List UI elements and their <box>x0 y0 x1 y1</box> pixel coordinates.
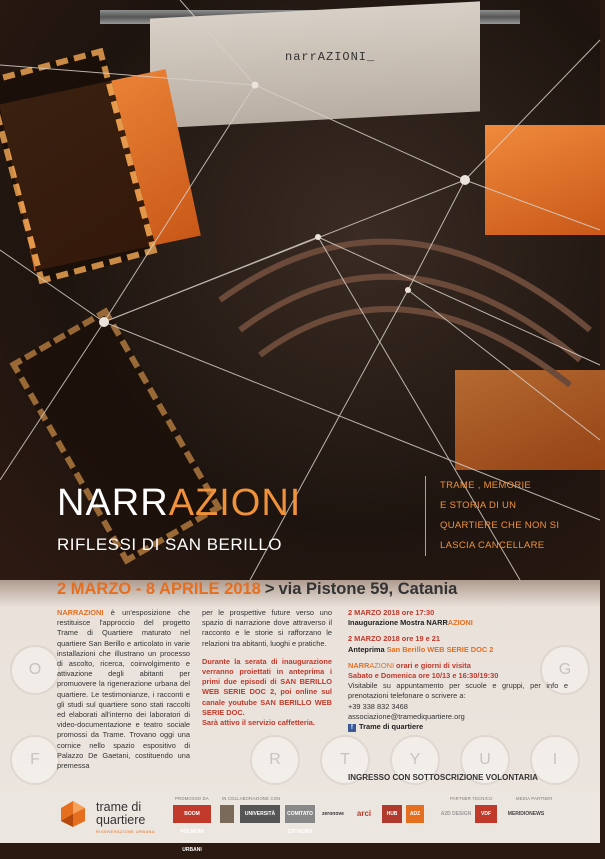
label-tech-partner: PARTNER TECNICO <box>450 796 493 801</box>
sponsor-logo: arci <box>356 809 372 818</box>
event-date: 2 MARZO 2018 ore 17:30 <box>348 608 435 617</box>
date-location-bar <box>57 580 577 599</box>
tagline-line: E STORIA DI UN <box>440 500 517 511</box>
event-item <box>348 608 568 628</box>
trame-di-quartiere-logo-icon <box>58 799 88 829</box>
description-text: è un'esposizione che restituisce l'approccio del progetto Trame di Quartiere maturato nel quartiere San Berillo e articolato in varie installazioni che illustrano un processo di ascolto, ricerca, coinvolgimento e attivazione degli abitanti per promuovere la rigenerazione urbana del quartiere. Le testimonianze, i racconti e gli studi sul quartiere sono stati raccolti ed elaborati all'interno dei laboratori di video-documentazione e teatro sociale promossi da Trame. Trovano oggi una cornice nello spazio espositivo di Palazzo De Gaetani, costituendo una premessa <box>57 608 190 771</box>
event-text-accent: San Berillo WEB SERIE DOC 2 <box>386 644 494 654</box>
arrow-separator: > <box>264 580 275 598</box>
event-text <box>348 618 568 628</box>
facebook-label: Trame di quartiere <box>359 722 424 732</box>
key-decoration: U <box>460 735 510 785</box>
tagline <box>425 476 590 556</box>
sponsor-logo: zeronove <box>322 811 344 817</box>
sponsor-logo: MERIDIONEWS <box>507 811 545 817</box>
sponsor-logo: BOOM POLMONI URBANI <box>173 805 211 823</box>
sponsor-logo: VDF <box>475 805 497 823</box>
sponsor-logo <box>220 805 234 823</box>
description-column-2 <box>202 608 332 728</box>
logo-wordmark <box>96 801 145 827</box>
email-address[interactable]: associazione@tramediquartiere.org <box>348 711 465 721</box>
event-title <box>57 482 301 525</box>
date-range: 2 MARZO - 8 APRILE 2018 <box>57 580 261 598</box>
visit-title-prefix: NARR <box>348 660 370 670</box>
event-date: 2 MARZO 2018 ore 19 e 21 <box>348 634 441 644</box>
cafe-note: Sarà attivo il servizio caffetteria. <box>202 718 315 728</box>
key-decoration: T <box>320 735 370 785</box>
brand-prefix: NARR <box>57 608 79 617</box>
tagline-line: TRAME , MEMORIE <box>440 480 532 491</box>
sponsor-logo: ADZ <box>406 805 424 823</box>
key-decoration: O <box>10 645 60 695</box>
entry-note: INGRESSO CON SOTTOSCRIZIONE VOLONTARIA <box>348 773 538 782</box>
brand-inline <box>57 608 103 617</box>
description-text: per le prospettive future verso uno spazio di narrazione dove attraverso il racconto e le storie si rafforzano le relazioni tra abitanti, luoghi e pratiche. <box>202 608 332 648</box>
location: via Pistone 59, Catania <box>278 580 458 598</box>
sponsor-logo: COMITATO CITTADINI <box>285 805 315 823</box>
title-prefix: NARR <box>57 482 169 524</box>
sponsor-logo: UNIVERSITÀ <box>240 805 280 823</box>
event-text <box>348 645 568 655</box>
visit-title-accent: AZIONI <box>369 660 394 670</box>
visit-info-text: Visitabile su appuntamento per scuole e gruppi, per info e prenotazioni telefonare o scrivere a: <box>348 681 568 701</box>
key-decoration: Y <box>390 735 440 785</box>
visit-title <box>348 661 568 671</box>
logo-subtitle: RIGENERAZIONE URBANA <box>96 829 155 834</box>
event-subtitle: RIFLESSI DI SAN BERILLO <box>57 535 283 554</box>
event-text-prefix: Inaugurazione Mostra NARR <box>348 618 448 628</box>
sponsor-logo: A2D DESIGN <box>440 811 472 817</box>
description-column-1 <box>57 608 190 771</box>
visit-info <box>348 661 568 732</box>
label-promoted-by: PROMOSSO DA <box>175 796 209 801</box>
key-decoration: I <box>530 735 580 785</box>
facebook-icon: f <box>348 724 356 732</box>
logo-line-2: quartiere <box>96 813 146 827</box>
event-text-prefix: Anteprima <box>348 644 387 654</box>
event-text-accent: AZIONI <box>447 618 473 628</box>
typed-text: narrAZIONI_ <box>285 50 376 64</box>
facebook-link[interactable] <box>348 722 568 732</box>
title-accent: AZIONI <box>168 482 302 524</box>
label-collaboration: IN COLLABORAZIONE CON <box>222 796 281 801</box>
key-decoration: G <box>540 645 590 695</box>
tagline-line: LASCIA CANCELLARE <box>440 540 545 551</box>
key-decoration: R <box>250 735 300 785</box>
label-media-partner: MEDIA PARTNER <box>516 796 553 801</box>
brand-accent: AZIONI <box>78 608 104 617</box>
logo-line-1: trame di <box>96 800 142 814</box>
tagline-line: QUARTIERE CHE NON SI <box>440 520 560 531</box>
events-column <box>348 608 568 732</box>
screening-note: Durante la serata di inaugurazione verranno proiettati in anteprima i primi due episodi di SAN BERILLO WEB SERIE DOC 2, poi online sul canale youtube SAN BERILLO WEB SERIE DOC. <box>202 656 332 717</box>
visit-title-rest: orari e giorni di visita <box>394 660 471 670</box>
sponsor-logo: HUB <box>382 805 402 823</box>
key-decoration: F <box>10 735 60 785</box>
event-item <box>348 634 568 654</box>
visit-hours: Sabato e Domenica ore 10/13 e 16:30/19:30 <box>348 671 499 681</box>
phone-number[interactable]: +39 338 832 3468 <box>348 701 408 711</box>
